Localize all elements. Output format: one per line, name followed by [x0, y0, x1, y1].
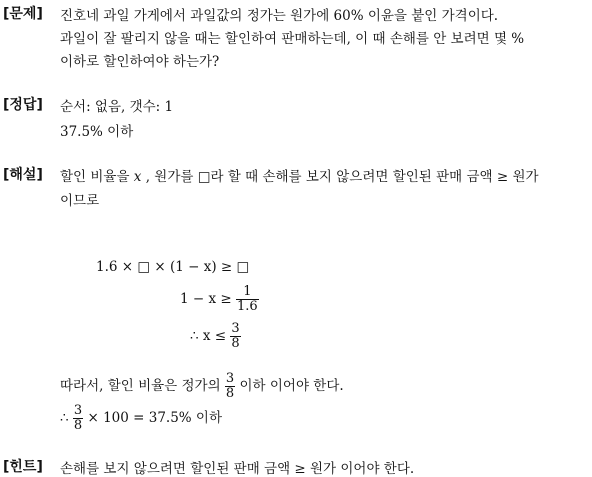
equation-3-numerator: 3 — [231, 321, 240, 336]
answer-label: [정답] — [3, 97, 43, 113]
equation-2-fraction — [236, 285, 259, 314]
solution-text-line2: 이므로 — [60, 193, 100, 209]
final-line — [60, 404, 222, 433]
equation-2-lhs: 1 − x ≥ — [180, 291, 232, 307]
equation-2-numerator: 1 — [243, 284, 252, 299]
equation-3 — [190, 322, 241, 351]
conclusion-numerator: 3 — [225, 371, 235, 386]
conclusion-post: 이하 이어야 한다. — [239, 378, 344, 394]
conclusion-fraction — [225, 372, 235, 401]
equation-3-denominator: 8 — [231, 336, 240, 351]
equation-2 — [180, 285, 259, 314]
equation-2-denominator: 1.6 — [237, 299, 258, 314]
final-numerator: 3 — [73, 403, 83, 418]
conclusion-line — [60, 372, 344, 401]
final-therefore: ∴ — [60, 410, 69, 426]
hint-text: 손해를 보지 않으려면 할인된 판매 금액 ≥ 원가 이어야 한다. — [60, 461, 415, 477]
hint-label: [힌트] — [3, 459, 43, 475]
conclusion-pre: 따라서, 할인 비율은 정가의 — [60, 378, 221, 394]
final-post: × 100 = 37.5% 이하 — [87, 410, 222, 426]
solution-text-line1 — [60, 165, 539, 185]
answer-order-count: 순서: 없음, 갯수: 1 — [60, 99, 174, 115]
solution-label: [해설] — [3, 167, 43, 183]
solution-line1-pre: 할인 비율을 — [60, 169, 130, 185]
equation-3-fraction — [230, 322, 240, 351]
answer-value: 37.5% 이하 — [60, 124, 134, 140]
final-denominator: 8 — [73, 418, 83, 433]
solution-var-x: x — [133, 169, 142, 185]
final-fraction — [73, 404, 83, 433]
equation-1: 1.6 × □ × (1 − x) ≥ □ — [96, 259, 250, 275]
equation-3-lhs: ∴ x ≤ — [190, 328, 227, 344]
problem-text-line2: 과일이 잘 팔리지 않을 때는 할인하여 판매하는데, 이 때 손해를 안 보려면 몇 % — [60, 31, 525, 47]
problem-label: [문제] — [3, 6, 43, 22]
problem-text-line3: 이하로 할인하여야 하는가? — [60, 54, 220, 70]
conclusion-denominator: 8 — [225, 386, 235, 401]
solution-line1-post: , 원가를 □라 할 때 손해를 보지 않으려면 할인된 판매 금액 ≥ 원가 — [145, 169, 539, 185]
problem-text-line1: 진호네 과일 가게에서 과일값의 정가는 원가에 60% 이윤을 붙인 가격이다. — [60, 8, 499, 24]
